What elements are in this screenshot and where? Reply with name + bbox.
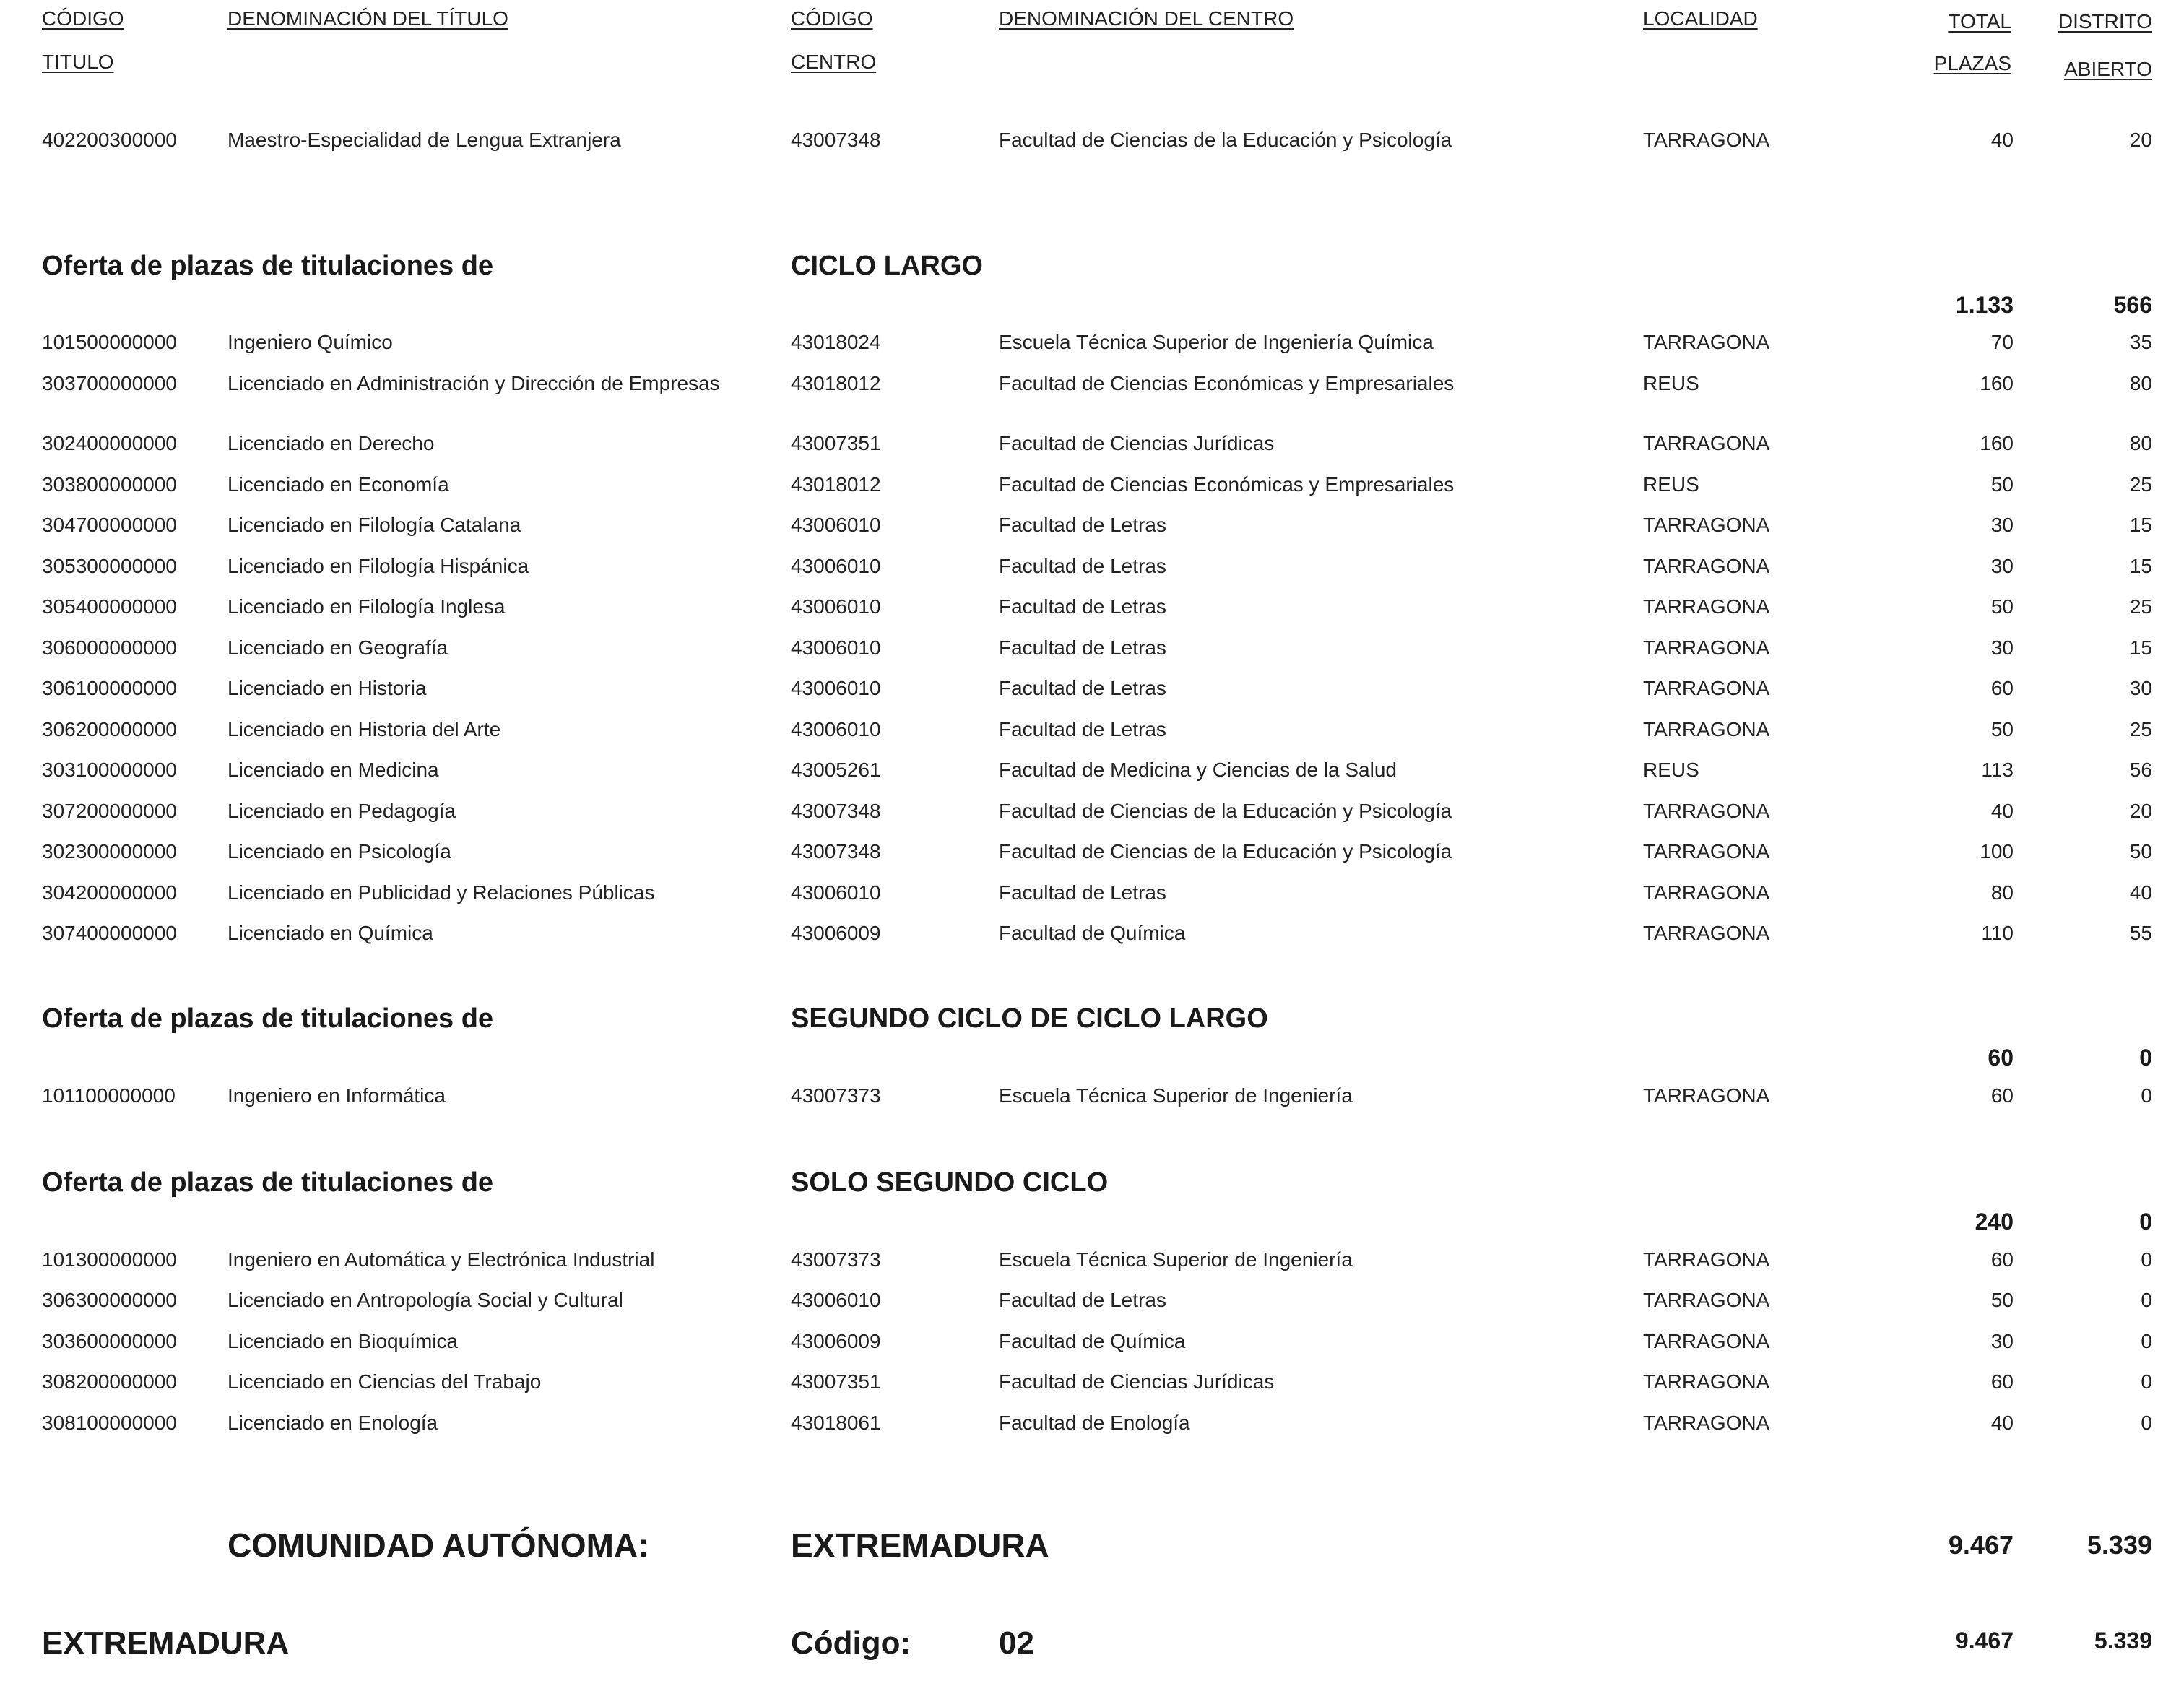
- row-distrito-abierto: 50: [2129, 840, 2152, 863]
- row-codigo-centro: 43018012: [791, 473, 881, 496]
- row-distrito-abierto: 20: [2129, 800, 2152, 822]
- comunidad-name: EXTREMADURA: [791, 1526, 1049, 1564]
- row-denominacion-centro: Facultad de Letras: [999, 555, 1166, 577]
- row-denominacion-centro: Escuela Técnica Superior de Ingeniería: [999, 1248, 1353, 1271]
- row-localidad: TARRAGONA: [1643, 636, 1770, 659]
- university-codigo: 02: [999, 1625, 1034, 1661]
- row-denominacion-titulo: Licenciado en Bioquímica: [228, 1330, 459, 1352]
- row-denominacion-titulo: Licenciado en Derecho: [228, 432, 435, 454]
- header-codigo-centro: CENTRO: [791, 51, 877, 73]
- row-denominacion-titulo: Maestro-Especialidad de Lengua Extranjera: [228, 129, 621, 151]
- row-denominacion-titulo: Licenciado en Filología Inglesa: [228, 595, 506, 618]
- row-denominacion-titulo: Licenciado en Antropología Social y Cultural: [228, 1289, 623, 1311]
- header-codigo-titulo: CÓDIGO: [42, 7, 124, 30]
- row-codigo-titulo: 101300000000: [42, 1248, 177, 1271]
- row-codigo-centro: 43018024: [791, 331, 881, 353]
- row-denominacion-centro: Facultad de Química: [999, 1330, 1186, 1352]
- section-heading-type: SOLO SEGUNDO CICLO: [791, 1167, 1109, 1198]
- row-codigo-centro: 43018012: [791, 372, 881, 394]
- row-codigo-centro: 43007348: [791, 800, 881, 822]
- row-denominacion-titulo: Licenciado en Historia del Arte: [228, 718, 501, 740]
- row-codigo-centro: 43007351: [791, 432, 881, 454]
- row-codigo-titulo: 303600000000: [42, 1330, 177, 1352]
- row-codigo-titulo: 306000000000: [42, 636, 177, 659]
- row-denominacion-titulo: Licenciado en Enología: [228, 1412, 438, 1434]
- header-total-plazas: PLAZAS: [1933, 52, 2011, 74]
- row-localidad: TARRAGONA: [1643, 922, 1770, 944]
- row-total-plazas: 160: [1980, 432, 2014, 454]
- row-distrito-abierto: 25: [2129, 718, 2152, 740]
- row-denominacion-centro: Facultad de Ciencias de la Educación y Psicología: [999, 840, 1452, 863]
- row-distrito-abierto: 20: [2129, 129, 2152, 151]
- row-localidad: TARRAGONA: [1643, 677, 1770, 699]
- university-total-distrito: 5.339: [2094, 1628, 2152, 1654]
- row-denominacion-titulo: Licenciado en Psicología: [228, 840, 451, 863]
- header-distrito-abierto: DISTRITO: [2058, 10, 2152, 33]
- row-denominacion-centro: Escuela Técnica Superior de Ingeniería Química: [999, 331, 1434, 353]
- row-distrito-abierto: 15: [2129, 636, 2152, 659]
- university-total-plazas: 9.467: [1955, 1628, 2014, 1654]
- row-distrito-abierto: 0: [2141, 1330, 2152, 1352]
- comunidad-total-plazas: 9.467: [1948, 1530, 2014, 1560]
- header-codigo-centro: CÓDIGO: [791, 7, 873, 30]
- row-localidad: TARRAGONA: [1643, 1412, 1770, 1434]
- row-distrito-abierto: 0: [2141, 1412, 2152, 1434]
- row-distrito-abierto: 35: [2129, 331, 2152, 353]
- row-distrito-abierto: 15: [2129, 514, 2152, 536]
- row-denominacion-centro: Facultad de Letras: [999, 636, 1166, 659]
- row-distrito-abierto: 15: [2129, 555, 2152, 577]
- row-denominacion-centro: Facultad de Letras: [999, 881, 1166, 904]
- row-total-plazas: 80: [1990, 881, 2014, 904]
- row-total-plazas: 40: [1990, 800, 2014, 822]
- row-denominacion-centro: Facultad de Ciencias de la Educación y Psicología: [999, 800, 1452, 822]
- row-total-plazas: 70: [1990, 331, 2014, 353]
- row-localidad: REUS: [1643, 372, 1699, 394]
- header-distrito-abierto: ABIERTO: [2064, 58, 2152, 80]
- university-name: EXTREMADURA: [42, 1625, 290, 1661]
- row-denominacion-titulo: Ingeniero en Automática y Electrónica Industrial: [228, 1248, 655, 1271]
- row-denominacion-centro: Facultad de Enología: [999, 1412, 1190, 1434]
- row-codigo-titulo: 303100000000: [42, 759, 177, 781]
- row-codigo-titulo: 308200000000: [42, 1370, 177, 1393]
- comunidad-total-distrito: 5.339: [2086, 1530, 2152, 1560]
- row-codigo-titulo: 307400000000: [42, 922, 177, 944]
- row-denominacion-titulo: Licenciado en Publicidad y Relaciones Públicas: [228, 881, 655, 904]
- row-codigo-titulo: 303800000000: [42, 473, 177, 496]
- row-denominacion-centro: Facultad de Química: [999, 922, 1186, 944]
- row-localidad: TARRAGONA: [1643, 718, 1770, 740]
- row-localidad: TARRAGONA: [1643, 595, 1770, 618]
- header-codigo-titulo: TITULO: [42, 51, 114, 73]
- row-distrito-abierto: 0: [2141, 1248, 2152, 1271]
- section-heading-prefix: Oferta de plazas de titulaciones de: [42, 1167, 494, 1198]
- row-localidad: TARRAGONA: [1643, 514, 1770, 536]
- row-localidad: TARRAGONA: [1643, 881, 1770, 904]
- row-denominacion-centro: Facultad de Letras: [999, 718, 1166, 740]
- row-codigo-titulo: 308100000000: [42, 1412, 177, 1434]
- row-localidad: REUS: [1643, 759, 1699, 781]
- row-denominacion-centro: Facultad de Ciencias Económicas y Empresariales: [999, 473, 1455, 496]
- row-denominacion-titulo: Licenciado en Pedagogía: [228, 800, 456, 822]
- row-codigo-titulo: 402200300000: [42, 129, 177, 151]
- row-codigo-centro: 43007373: [791, 1084, 881, 1107]
- row-denominacion-centro: Facultad de Ciencias Económicas y Empresariales: [999, 372, 1455, 394]
- row-denominacion-titulo: Licenciado en Historia: [228, 677, 427, 699]
- row-distrito-abierto: 56: [2129, 759, 2152, 781]
- row-total-plazas: 50: [1990, 595, 2014, 618]
- row-denominacion-centro: Facultad de Letras: [999, 677, 1166, 699]
- row-localidad: TARRAGONA: [1643, 1330, 1770, 1352]
- section-heading-prefix: Oferta de plazas de titulaciones de: [42, 251, 494, 281]
- header-localidad: LOCALIDAD: [1643, 7, 1758, 30]
- row-denominacion-centro: Facultad de Letras: [999, 595, 1166, 618]
- row-distrito-abierto: 55: [2129, 922, 2152, 944]
- section-heading-type: CICLO LARGO: [791, 251, 983, 281]
- row-distrito-abierto: 25: [2129, 595, 2152, 618]
- section-total-plazas: 240: [1975, 1209, 2014, 1235]
- row-denominacion-titulo: Ingeniero Químico: [228, 331, 393, 353]
- header-total-plazas: TOTAL: [1948, 10, 2011, 33]
- row-denominacion-titulo: Licenciado en Economía: [228, 473, 449, 496]
- header-denominacion-titulo: DENOMINACIÓN DEL TÍTULO: [228, 7, 508, 30]
- row-denominacion-titulo: Licenciado en Medicina: [228, 759, 439, 781]
- row-codigo-centro: 43007348: [791, 840, 881, 863]
- university-codigo-label: Código:: [791, 1625, 911, 1661]
- row-localidad: REUS: [1643, 473, 1699, 496]
- row-codigo-centro: 43006009: [791, 1330, 881, 1352]
- row-codigo-centro: 43006010: [791, 555, 881, 577]
- row-total-plazas: 60: [1990, 1084, 2014, 1107]
- row-codigo-centro: 43006010: [791, 636, 881, 659]
- row-denominacion-titulo: Licenciado en Química: [228, 922, 433, 944]
- section-heading-type: SEGUNDO CICLO DE CICLO LARGO: [791, 1003, 1268, 1034]
- row-total-plazas: 113: [1981, 759, 2014, 781]
- row-codigo-centro: 43005261: [791, 759, 881, 781]
- row-localidad: TARRAGONA: [1643, 432, 1770, 454]
- row-total-plazas: 50: [1990, 473, 2014, 496]
- row-codigo-centro: 43006010: [791, 677, 881, 699]
- row-codigo-centro: 43006010: [791, 718, 881, 740]
- row-denominacion-titulo: Licenciado en Administración y Dirección de Empresas: [228, 372, 720, 394]
- row-distrito-abierto: 25: [2129, 473, 2152, 496]
- row-localidad: TARRAGONA: [1643, 1370, 1770, 1393]
- row-denominacion-centro: Facultad de Ciencias de la Educación y Psicología: [999, 129, 1452, 151]
- row-distrito-abierto: 0: [2141, 1370, 2152, 1393]
- comunidad-label: COMUNIDAD AUTÓNOMA:: [228, 1526, 649, 1564]
- section-total-distrito: 566: [2113, 292, 2152, 318]
- row-localidad: TARRAGONA: [1643, 1084, 1770, 1107]
- row-localidad: TARRAGONA: [1643, 331, 1770, 353]
- row-codigo-centro: 43006010: [791, 881, 881, 904]
- row-distrito-abierto: 40: [2129, 881, 2152, 904]
- row-total-plazas: 30: [1990, 1330, 2014, 1352]
- row-total-plazas: 30: [1990, 555, 2014, 577]
- row-codigo-centro: 43006010: [791, 514, 881, 536]
- row-codigo-titulo: 303700000000: [42, 372, 177, 394]
- row-distrito-abierto: 30: [2129, 677, 2152, 699]
- section-total-distrito: 0: [2139, 1045, 2152, 1071]
- row-codigo-centro: 43018061: [791, 1412, 881, 1434]
- row-localidad: TARRAGONA: [1643, 800, 1770, 822]
- row-total-plazas: 60: [1990, 1370, 2014, 1393]
- row-codigo-titulo: 307200000000: [42, 800, 177, 822]
- row-distrito-abierto: 0: [2141, 1289, 2152, 1311]
- row-denominacion-centro: Facultad de Ciencias Jurídicas: [999, 432, 1275, 454]
- row-codigo-titulo: 305400000000: [42, 595, 177, 618]
- header-denominacion-centro: DENOMINACIÓN DEL CENTRO: [999, 7, 1294, 30]
- row-denominacion-titulo: Licenciado en Geografía: [228, 636, 448, 659]
- row-codigo-titulo: 302300000000: [42, 840, 177, 863]
- row-codigo-centro: 43007373: [791, 1248, 881, 1271]
- row-total-plazas: 60: [1990, 677, 2014, 699]
- row-total-plazas: 50: [1990, 718, 2014, 740]
- section-total-plazas: 1.133: [1955, 292, 2014, 318]
- row-denominacion-centro: Facultad de Medicina y Ciencias de la Salud: [999, 759, 1397, 781]
- row-denominacion-titulo: Ingeniero en Informática: [228, 1084, 446, 1107]
- row-total-plazas: 40: [1990, 129, 2014, 151]
- row-denominacion-titulo: Licenciado en Ciencias del Trabajo: [228, 1370, 542, 1393]
- row-codigo-centro: 43006010: [791, 1289, 881, 1311]
- row-codigo-centro: 43007348: [791, 129, 881, 151]
- row-localidad: TARRAGONA: [1643, 1248, 1770, 1271]
- row-total-plazas: 100: [1980, 840, 2014, 863]
- row-codigo-titulo: 101100000000: [42, 1084, 176, 1107]
- row-codigo-titulo: 304200000000: [42, 881, 177, 904]
- row-denominacion-centro: Facultad de Letras: [999, 514, 1166, 536]
- section-heading-prefix: Oferta de plazas de titulaciones de: [42, 1003, 494, 1034]
- row-codigo-titulo: 306200000000: [42, 718, 177, 740]
- row-total-plazas: 110: [1981, 922, 2014, 944]
- section-total-distrito: 0: [2139, 1209, 2152, 1235]
- row-denominacion-centro: Facultad de Letras: [999, 1289, 1166, 1311]
- row-total-plazas: 30: [1990, 636, 2014, 659]
- row-localidad: TARRAGONA: [1643, 840, 1770, 863]
- row-distrito-abierto: 80: [2129, 432, 2152, 454]
- row-localidad: TARRAGONA: [1643, 129, 1770, 151]
- row-denominacion-titulo: Licenciado en Filología Hispánica: [228, 555, 529, 577]
- row-denominacion-centro: Facultad de Ciencias Jurídicas: [999, 1370, 1275, 1393]
- row-distrito-abierto: 80: [2129, 372, 2152, 394]
- row-codigo-titulo: 305300000000: [42, 555, 177, 577]
- row-total-plazas: 30: [1990, 514, 2014, 536]
- row-codigo-titulo: 304700000000: [42, 514, 177, 536]
- row-localidad: TARRAGONA: [1643, 555, 1770, 577]
- row-total-plazas: 60: [1990, 1248, 2014, 1271]
- row-total-plazas: 40: [1990, 1412, 2014, 1434]
- row-total-plazas: 50: [1990, 1289, 2014, 1311]
- row-codigo-titulo: 302400000000: [42, 432, 177, 454]
- row-denominacion-centro: Escuela Técnica Superior de Ingeniería: [999, 1084, 1353, 1107]
- row-codigo-titulo: 306300000000: [42, 1289, 177, 1311]
- row-distrito-abierto: 0: [2141, 1084, 2152, 1107]
- row-localidad: TARRAGONA: [1643, 1289, 1770, 1311]
- section-total-plazas: 60: [1988, 1045, 2014, 1071]
- row-total-plazas: 160: [1980, 372, 2014, 394]
- row-denominacion-titulo: Licenciado en Filología Catalana: [228, 514, 521, 536]
- row-codigo-titulo: 101500000000: [42, 331, 177, 353]
- row-codigo-centro: 43006010: [791, 595, 881, 618]
- row-codigo-centro: 43006009: [791, 922, 881, 944]
- row-codigo-centro: 43007351: [791, 1370, 881, 1393]
- row-codigo-titulo: 306100000000: [42, 677, 177, 699]
